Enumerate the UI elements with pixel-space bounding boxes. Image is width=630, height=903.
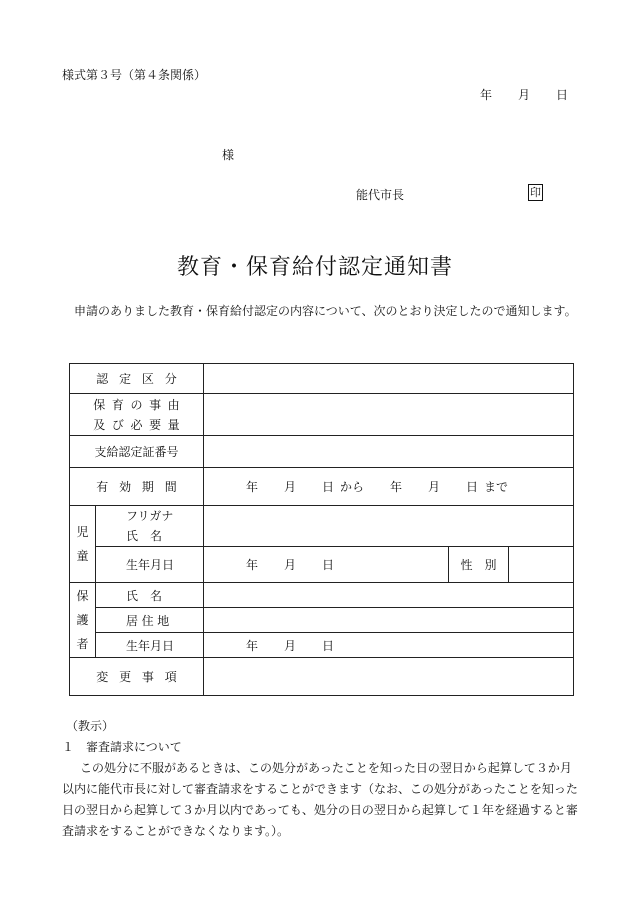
child-dob-month: 月 [284, 558, 297, 572]
certification-table [69, 363, 574, 696]
intro-sentence: 申請のありました教育・保育給付認定の内容について、次のとおり決定したので通知します。 [74, 304, 577, 318]
value-reason [204, 394, 574, 436]
row-cert-number [70, 436, 574, 468]
label-name: 氏 名 [126, 529, 163, 543]
validity-month: 月 [284, 480, 297, 494]
validity-from: から [340, 480, 365, 494]
label-child-name [96, 506, 204, 547]
value-guardian-name [204, 583, 574, 608]
guardian-dob-month: 月 [284, 638, 297, 653]
addressee-suffix: 様 [222, 148, 235, 162]
instructions-heading: （教示） [66, 719, 115, 733]
instructions-item1-body: この処分に不服があるときは、この処分があったことを知った日の翌日から起算して３か月以内に能代市長に対して審査請求をすることができます（なお、この処分があったことを知った日の翌日から起算して３か月以内であっても、処分の日の翌日から起算して１年を経過すると審査請求をすることができなくなります。）。 [62, 761, 578, 838]
value-address [204, 608, 574, 633]
form-number: 様式第３号（第４条関係） [62, 68, 207, 82]
row-child-dob [70, 547, 574, 583]
value-child-dob [204, 547, 449, 583]
label-guardian-name: 氏 名 [96, 583, 204, 608]
row-validity [70, 468, 574, 506]
label-reason-line1: 保育の事由 [93, 397, 187, 412]
issue-date [480, 86, 568, 103]
value-guardian-dob [204, 633, 574, 658]
value-sex [509, 547, 574, 583]
instructions-item1-title: １ 審査請求について [62, 740, 182, 754]
guardian-dob-day: 日 [322, 638, 335, 653]
value-validity [204, 468, 574, 506]
validity-day-end: 日 [466, 480, 479, 494]
child-group-text: 児童 [76, 525, 89, 563]
instructions-section [62, 716, 582, 842]
guardian-dob-year: 年 [246, 638, 259, 653]
validity-year-end: 年 [390, 480, 403, 494]
validity-day: 日 [322, 480, 335, 494]
label-changes: 変更事項 [70, 658, 204, 696]
issuer-name: 能代市長 [356, 188, 405, 202]
row-guardian-dob [70, 633, 574, 658]
label-reason [70, 394, 204, 436]
value-cert-number [204, 436, 574, 468]
row-address [70, 608, 574, 633]
validity-year: 年 [246, 480, 259, 494]
value-category [204, 364, 574, 394]
label-child-dob: 生年月日 [96, 547, 204, 583]
label-reason-line2: 及び必要量 [93, 417, 187, 432]
label-furigana: フリガナ [126, 509, 174, 523]
label-address: 居住地 [96, 608, 204, 633]
date-month: 月 [518, 88, 531, 102]
row-reason [70, 394, 574, 436]
row-changes [70, 658, 574, 696]
child-group-label [70, 506, 96, 583]
guardian-group-text: 保護者 [76, 589, 89, 651]
row-category [70, 364, 574, 394]
child-dob-day: 日 [322, 558, 335, 572]
row-guardian-name [70, 583, 574, 608]
label-sex: 性 別 [449, 547, 509, 583]
label-guardian-dob: 生年月日 [96, 633, 204, 658]
label-category: 認定区分 [70, 364, 204, 394]
document-title: 教育・保育給付認定通知書 [176, 255, 453, 280]
row-child-name [70, 506, 574, 547]
validity-month-end: 月 [428, 480, 441, 494]
value-child-name [204, 506, 574, 547]
value-changes [204, 658, 574, 696]
seal-mark: 印 [530, 186, 541, 199]
intro-text [62, 300, 582, 322]
validity-to: まで [484, 480, 509, 494]
guardian-group-label [70, 583, 96, 658]
child-dob-year: 年 [246, 558, 259, 572]
label-validity: 有効期間 [70, 468, 204, 506]
label-cert-number: 支給認定証番号 [70, 436, 204, 468]
date-day: 日 [556, 88, 569, 102]
date-year: 年 [480, 88, 493, 102]
